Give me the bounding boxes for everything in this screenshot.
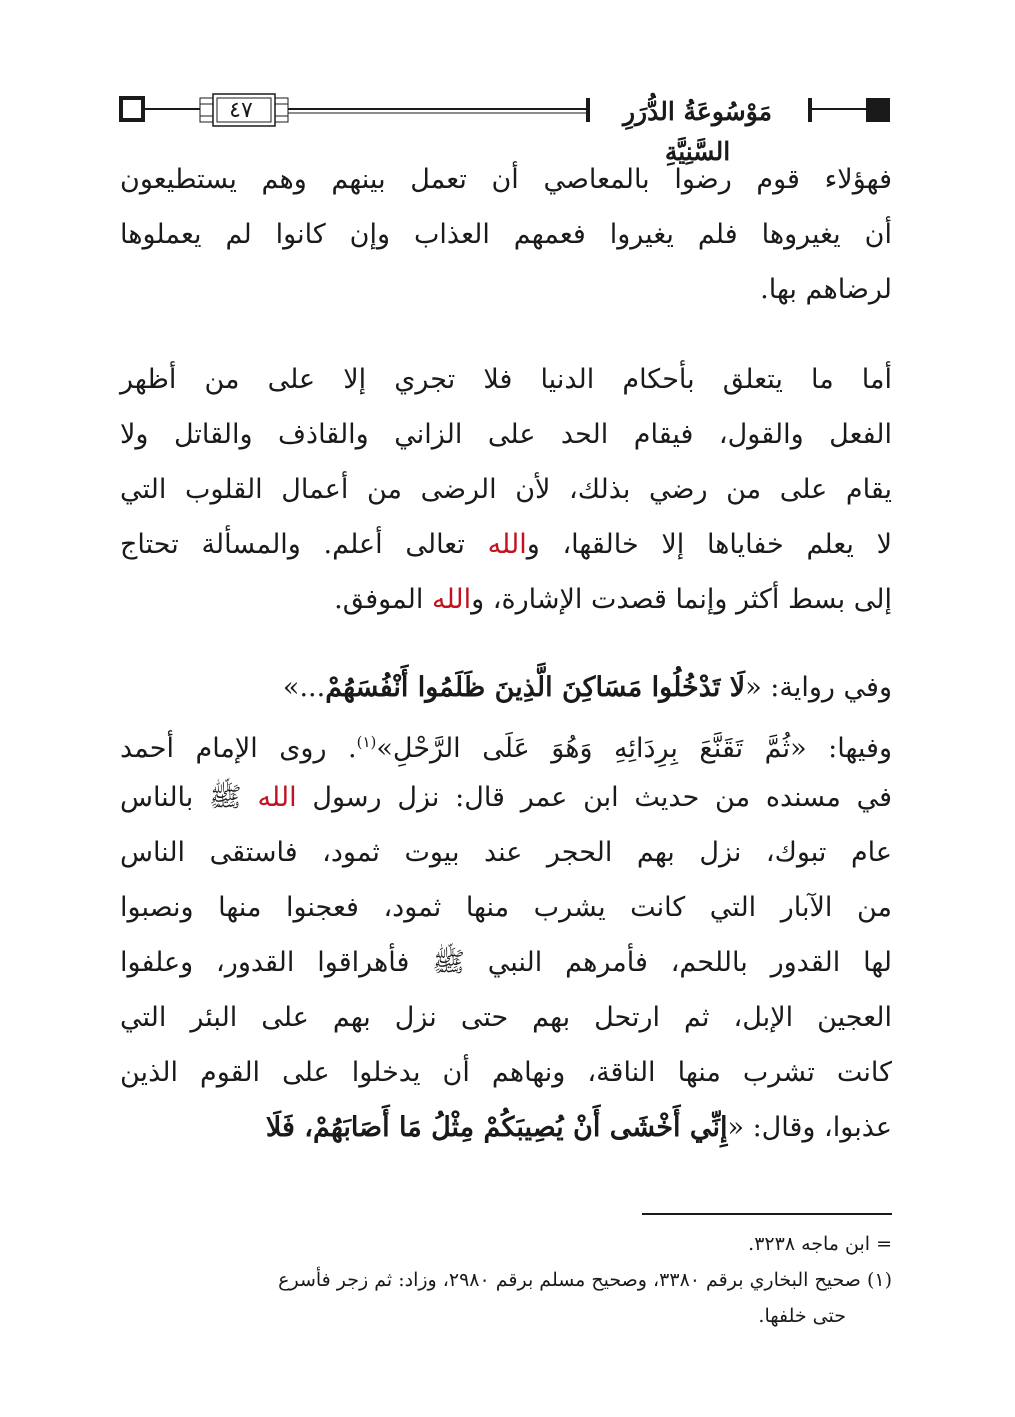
text-segment: في مسنده من حديث ابن عمر قال: نزل رسول bbox=[296, 782, 892, 813]
footnote-separator bbox=[642, 1213, 892, 1215]
paragraph-3 bbox=[120, 660, 892, 1155]
text-line bbox=[120, 1100, 892, 1155]
text-line: لرضاهم بها. bbox=[760, 274, 892, 305]
text-line: عام تبوك، نزل بهم الحجر عند بيوت ثمود، فاستقى الناس bbox=[120, 837, 892, 868]
text-line bbox=[120, 715, 892, 770]
text-line: الفعل والقول، فيقام الحد على الزاني والقاذف والقاتل ولا bbox=[120, 419, 892, 450]
paragraph-1 bbox=[120, 152, 892, 317]
text-line: العجين الإبل، ثم ارتحل بهم حتى نزل بهم على البئر التي bbox=[120, 1002, 892, 1033]
paragraph-2 bbox=[120, 352, 892, 627]
text-segment: » bbox=[376, 733, 393, 764]
text-line: كانت تشرب منها الناقة، ونهاهم أن يدخلوا على القوم الذين bbox=[120, 1057, 892, 1088]
hadith-quote: إِنِّي أَخْشَى أَنْ يُصِيبَكُمْ مِثْلُ مَا أَصَابَهُمْ، فَلَا bbox=[265, 1112, 728, 1143]
text-segment: . روى الإمام أحمد bbox=[120, 733, 357, 764]
text-line: فهؤلاء قوم رضوا بالمعاصي أن تعمل بينهم وهم يستطيعون bbox=[120, 164, 892, 195]
footnote-1: (١) صحيح البخاري برقم ٣٣٨٠، وصحيح مسلم برقم ٢٩٨٠، وزاد: ثم زجر فأسرع bbox=[278, 1269, 892, 1291]
text-segment: ﷺ بالناس bbox=[120, 782, 258, 813]
text-segment: عذبوا، وقال: « bbox=[727, 1112, 892, 1143]
text-line: لها القدور باللحم، فأمرهم النبي ﷺ فأهراقوا القدور، وعلفوا bbox=[120, 947, 892, 978]
text-segment: وفي رواية: « bbox=[745, 672, 892, 703]
text-segment: الموفق. bbox=[334, 584, 432, 615]
text-segment: تعالى أعلم. والمسألة تحتاج bbox=[120, 529, 488, 560]
footnote-continuation: = ابن ماجه ٣٢٣٨. bbox=[748, 1233, 892, 1255]
footnotes bbox=[120, 1226, 892, 1334]
divine-name: الله bbox=[487, 529, 527, 560]
running-title: مَوْسُوعَةُ الدُّرَرِ السَّنِيَّةِ bbox=[622, 97, 773, 166]
divine-name: الله bbox=[431, 584, 472, 615]
hadith-quote: ثُمَّ تَقَنَّعَ بِرِدَائِهِ وَهُوَ عَلَى الرَّحْلِ bbox=[392, 733, 791, 764]
text-line bbox=[120, 572, 892, 627]
text-segment: وفيها: « bbox=[790, 733, 892, 764]
footnote-ref[interactable]: (١) bbox=[356, 733, 377, 751]
text-line bbox=[120, 517, 892, 572]
text-line: أما ما يتعلق بأحكام الدنيا فلا تجري إلا على من أظهر bbox=[120, 364, 892, 395]
text-segment: إلى بسط أكثر وإنما قصدت الإشارة، و bbox=[471, 584, 892, 615]
page-number: ٤٧ bbox=[229, 98, 253, 123]
text-line: أن يغيروها فلم يغيروا فعمهم العذاب وإن كانوا لم يعملوها bbox=[120, 219, 892, 250]
text-line: من الآبار التي كانت يشرب منها ثمود، فعجنوا منها ونصبوا bbox=[120, 892, 892, 923]
text-segment: لا يعلم خفاياها إلا خالقها، و bbox=[526, 529, 892, 560]
quran-quote: لَا تَدْخُلُوا مَسَاكِنَ الَّذِينَ ظَلَمُوا أَنْفُسَهُمْ bbox=[325, 672, 746, 703]
divine-name: الله bbox=[257, 782, 297, 813]
text-line bbox=[120, 770, 892, 825]
text-line: يقام على من رضي بذلك، لأن الرضى من أعمال القلوب التي bbox=[120, 474, 892, 505]
text-segment: ...» bbox=[282, 672, 326, 703]
text-line bbox=[120, 660, 892, 715]
footnote-1-continuation: حتى خلفها. bbox=[758, 1305, 846, 1327]
